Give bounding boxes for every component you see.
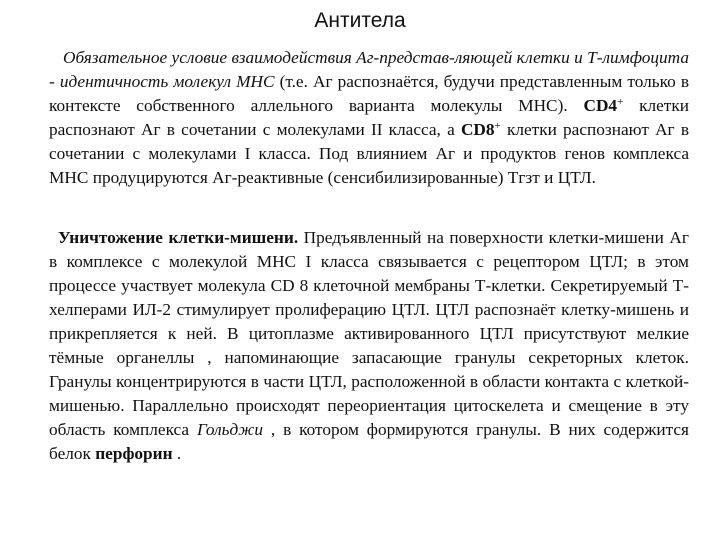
paragraph-text: клетки распознают Аг в сочетании с молекулами II класса, а: [49, 96, 689, 139]
cd8-label: CD8: [460, 120, 495, 139]
paragraph-text: Предъявленный на поверхности клетки-мишени Аг в комплексе с молекулой МНС I класса связывается с рецептором ЦТЛ; в этом процессе участвует молекула CD 8 клеточной мембраны Т-клетки. Секретируемый Т-хелперами ИЛ-2 стимулирует пролиферацию ЦТЛ. ЦТЛ распознаёт клетку-мишень и прикрепляется к ней. В цитоплазме активированного ЦТЛ присутствуют мелкие тёмные органеллы , напоминающие запасающие гранулы секреторных клеток. Гранулы концентрируются в части ЦТЛ, расположенной в области контакта с клеткой-мишенью. Параллельно происходят переориентация цитоскелета и смещение в эту область комплекса: [49, 228, 689, 439]
bold-lead-text: Уничтожение клетки-мишени.: [58, 228, 299, 247]
paragraph-indent: [49, 48, 63, 67]
cd4-superscript: +: [617, 96, 624, 108]
italic-lead-text: Обязательное условие взаимодействия Аг-представ-ляющей клетки и Т-лимфоцита - идентичность молекул МНС: [49, 48, 689, 91]
cd8-superscript: +: [494, 120, 501, 132]
paragraph-mhc-restriction: [49, 46, 689, 190]
perforin-term: перфорин: [95, 444, 173, 463]
paragraph-text: .: [172, 444, 182, 463]
paragraph-text: клетки распознают Аг в сочетании с молекулами I класса. Под влиянием Аг и продуктов генов комплекса МНС продуцируются Аг-реактивные (сенсибилизированные) Тгзт и ЦТЛ.: [49, 120, 689, 187]
slide-title: Антитела: [314, 9, 406, 32]
cd4-label: CD4: [583, 96, 618, 115]
paragraph-target-destruction: [49, 226, 689, 466]
paragraph-text: (т.е. Аг распознаётся, будучи представленным только в контексте собственного аллельного варианта молекулы МНС).: [49, 72, 690, 115]
paragraph-text: , в котором формируются гранулы. В них содержится белок: [49, 420, 690, 463]
paragraph-indent: [49, 228, 58, 247]
golgi-term: Гольджи: [196, 420, 263, 439]
